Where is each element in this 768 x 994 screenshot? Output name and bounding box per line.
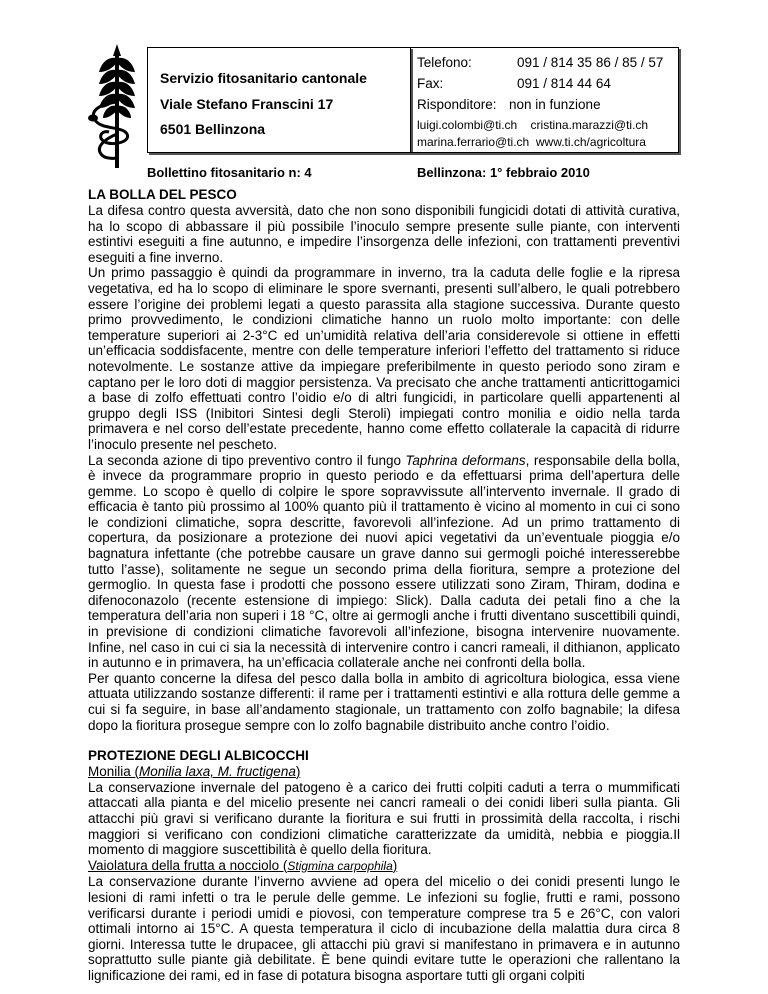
header-box: [147, 47, 679, 153]
office-name: Servizio fitosanitario cantonale: [160, 70, 367, 86]
paragraph: [88, 453, 680, 671]
answering-label: Risponditore:: [417, 97, 497, 112]
paragraph: La conservazione invernale del patogeno è a carico dei frutti colpiti caduti a terra o mummificati attaccati alla pianta e del micelio presente nei cancri rameali o dei conidi liberi sulla pianta. Gli attacchi più gravi si verificano durante la fioritura e sui frutti in prossimità della raccolta, i rischi maggiori si verificano con condizioni climatiche caratterizzate da umidità, nebbia e pioggia.Il momento di maggiore suscettibilità è quello della fioritura.: [88, 779, 680, 858]
paragraph: Un primo passaggio è quindi da programmare in inverno, tra la caduta delle foglie e la ripresa vegetativa, ed ha lo scopo di eliminare le spore svernanti, presenti sull’albero, le quali potrebbero essere l’origine dei problemi legati a questo parassita alla stagione successiva. Durante questo primo provvedimento, le condizioni climatiche hanno un ruolo molto importante: con delle temperature superiori ai 2-3°C ed un’umidità relativa dell’aria considerevole si ottiene in effetti un’efficacia soddisfacente, mentre con delle temperature inferiori l’effetto del trattamento si riduce notevolmente. Le sostanze attive da impiegare preferibilmente in questo periodo sono ziram e captano per le loro doti di maggior persistenza. Va precisato che anche trattamenti anticrittogamici a base di zolfo effettuati contro l’oidio e/o di altri fungicidi, in particolare quelli appartenenti al gruppo degli ISS (Inibitori Sintesi degli Steroli) impiegati contro monilia e oidio nella tarda primavera e nel corso dell’estate precedente, hanno come effetto collaterale la capacità di ridurre l’inoculo presente nel pescheto.: [88, 265, 680, 452]
answering-row: [417, 97, 601, 112]
section-title-peach-leaf-curl: LA BOLLA DEL PESCO: [88, 187, 237, 202]
fax-row: [417, 76, 611, 91]
section-title-apricot: PROTEZIONE DEGLI ALBICOCCHI: [88, 748, 309, 764]
species-name: Taphrina deformans: [405, 452, 526, 468]
paragraph: Per quanto concerne la difesa del pesco dalla bolla in ambito di agricoltura biologica, essa viene attuata utilizzando sostanze differenti: il rame per i trattamenti estintivi e alla rottura delle gemme a cui si fa seguire, in base all’andamento stagionale, un trattamento con zolfo bagnabile; la difesa dopo la fioritura prosegue sempre con lo zolfo bagnabile distribuito anche contro l’oidio.: [88, 670, 680, 733]
fax-value: 091 / 814 44 64: [517, 76, 611, 91]
bulletin-number: Bollettino fitosanitario n: 4: [147, 165, 312, 180]
text-run: Vaiolatura della frutta a nocciolo (: [88, 857, 288, 873]
subheading-monilia: [88, 764, 680, 780]
species-name: Monilia laxa, M. fructigena: [139, 764, 296, 780]
text-run: Monilia (: [88, 764, 140, 780]
office-city: 6501 Bellinzona: [160, 121, 266, 137]
email-line-2: marina.ferrario@ti.ch www.ti.ch/agricoltura: [417, 135, 646, 149]
phone-value: 091 / 814 35 86 / 85 / 57: [517, 55, 664, 70]
phone-label: Telefono:: [417, 55, 472, 70]
text-run: ): [392, 857, 398, 873]
fax-label: Fax:: [417, 76, 444, 91]
text-run: , responsabile della bolla, è invece da programmare proprio in questo periodo e da effettuarsi prima dell’apertura delle gemme. Lo scopo è quello di colpire le spore sopravvissute all’intervento invernale. Il grado di efficacia è tanto più prossimo al 100% quanto più il trattamento è vicino al momento in cui ci sono le condizioni climatiche, sopra descritte, favorevoli all’infezione. Ad un primo trattamento di copertura, da posizionare a protezione dei nuovi apici vegetativi da un’eventuale pioggia e/o bagnatura infettante (che potrebbe causare un grave danno sui germogli poiché interesserebbe tutto l’asse), solitamente ne segue un secondo prima della fioritura, sempre a protezione del germoglio. In questa fase i prodotti che possono essere utilizzati sono Ziram, Thiram, dodina e difenoconazolo (recente estensione di impiego: Slick). Dalla caduta dei petali fino a che la temperatura dell’aria non superi i 18 °C, oltre ai germogli anche i frutti diventano suscettibili quindi, in previsione di condizioni climatiche favorevoli all’infezione, bisogna intervenire nuovamente. Infine, nel caso in cui ci sia la necessità di intervenire contro i cancri rameali, il dithianon, applicato in autunno e in primavera, ha un’efficacia collaterale anche nei confronti della bolla.: [88, 452, 680, 671]
text-run: La seconda azione di tipo preventivo contro il fungo: [88, 452, 406, 468]
office-street: Viale Stefano Franscini 17: [160, 96, 334, 112]
text-run: ): [295, 764, 301, 780]
subheading-shot-hole: [88, 858, 680, 875]
species-name: Stigmina carpophila: [287, 858, 393, 873]
answering-value: non in funzione: [509, 97, 601, 112]
bulletin-body: [88, 187, 680, 984]
bulletin-date: Bellinzona: 1° febbraio 2010: [417, 165, 590, 180]
office-address: [147, 47, 411, 153]
phone-row: [417, 55, 664, 70]
paragraph: La difesa contro questa avversità, dato che non sono disponibili fungicidi dotati di attività curativa, ha lo scopo di abbassare il più possibile l’inoculo sempre presente sulle piante, con interventi estintivi eseguiti a fine autunno, e impedire l’insorgenza delle infezioni, con trattamenti preventivi eseguiti a fine inverno.: [88, 203, 680, 265]
paragraph: La conservazione durante l’inverno avviene ad opera del micelio o dei conidi presenti lungo le lesioni di rami infetti o tra le perule delle gemme. Le infezioni su foglie, frutti e rami, possono verificarsi durante i periodi umidi e piovosi, con temperature comprese tra 5 e 26°C, con valori ottimali intorno ai 15°C. A questa temperatura il ciclo di incubazione della malattia dura circa 8 giorni. Interessa tutte le drupacee, gli attacchi più gravi si manifestano in primavera e in autunno soprattutto sulle piante già debilitate. È bene quindi evitare tutte le operazioni che rallentano la lignificazione dei rami, ed in fase di potatura bisogna asportare tutti gli organi colpiti: [88, 874, 680, 983]
email-line-1: luigi.colombi@ti.ch cristina.marazzi@ti.ch: [417, 118, 649, 132]
contact-info: [411, 47, 679, 153]
canton-logo: [83, 42, 145, 170]
